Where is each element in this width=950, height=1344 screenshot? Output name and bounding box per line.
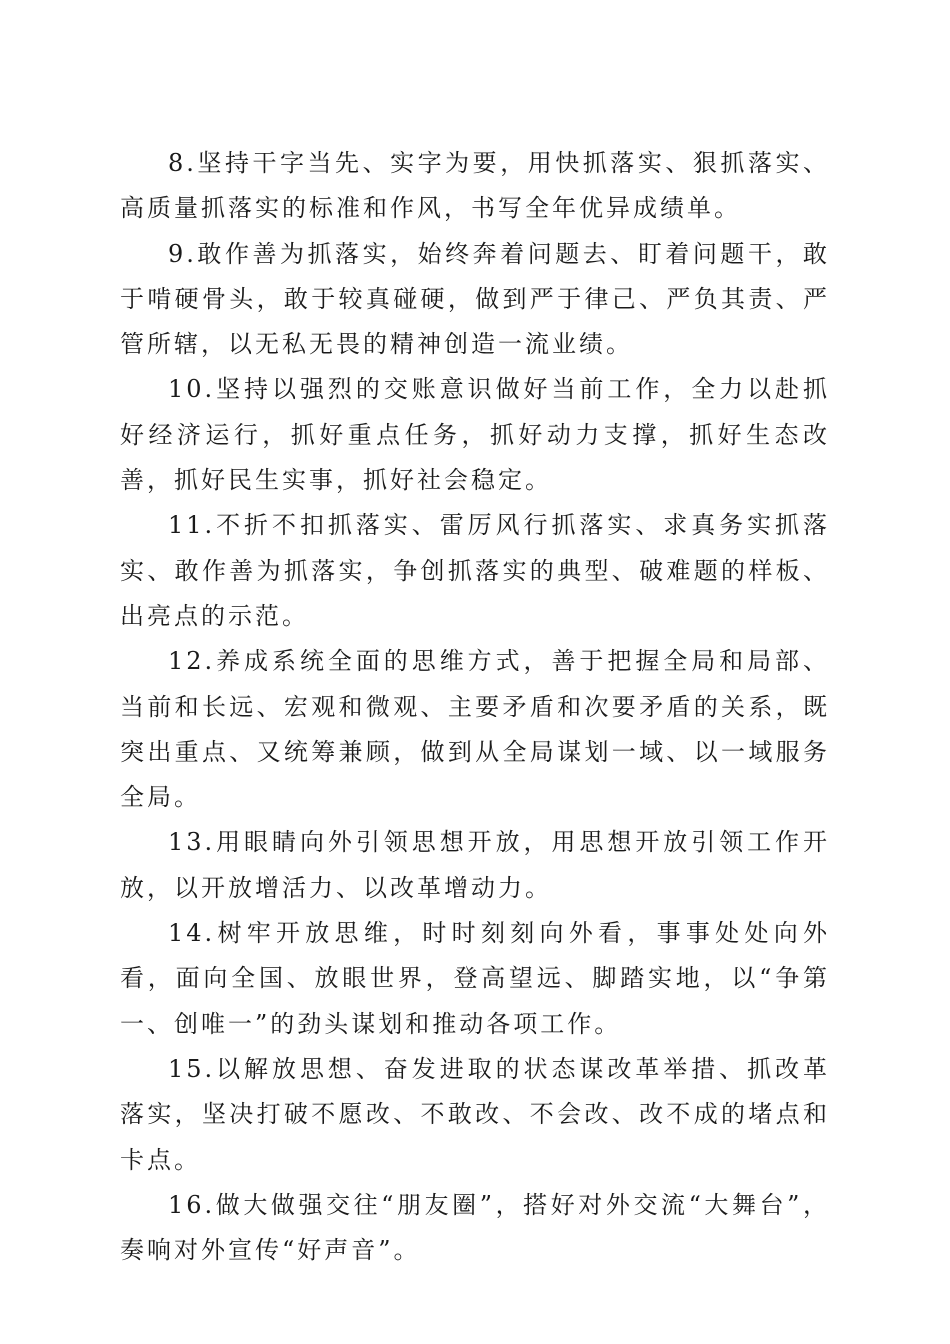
- paragraph-8: 8.坚持干字当先、实字为要，用快抓落实、狠抓落实、高质量抓落实的标准和作风，书写全年优异成绩单。: [120, 149, 830, 223]
- paragraph-16: 16.做大做强交往“朋友圈”，搭好对外交流“大舞台”，奏响对外宣传“好声音”。: [120, 1190, 830, 1265]
- paragraph-15: 15.以解放思想、奋发进取的状态谋改革举措、抓改革落实，坚决打破不愿改、不敢改、不会改、改不成的堵点和卡点。: [120, 1054, 830, 1174]
- paragraph-11: 11.不折不扣抓落实、雷厉风行抓落实、求真务实抓落实、敢作善为抓落实，争创抓落实的典型、破难题的样板、出亮点的示范。: [120, 511, 830, 630]
- paragraph-14: 14.树牢开放思维，时时刻刻向外看，事事处处向外看，面向全国、放眼世界，登高望远、脚踏实地，以“争第一、创唯一”的劲头谋划和推动各项工作。: [120, 919, 830, 1038]
- paragraph-10: 10.坚持以强烈的交账意识做好当前工作，全力以赴抓好经济运行，抓好重点任务，抓好动力支撑，抓好生态改善，抓好民生实事，抓好社会稳定。: [120, 375, 830, 495]
- document-body: [120, 141, 830, 1273]
- paragraph-9: 9.敢作善为抓落实，始终奔着问题去、盯着问题干，敢于啃硬骨头，敢于较真碰硬，做到严于律己、严负其责、严管所辖，以无私无畏的精神创造一流业绩。: [120, 239, 830, 359]
- paragraph-13: 13.用眼睛向外引领思想开放，用思想开放引领工作开放，以开放增活力、以改革增动力。: [120, 828, 830, 902]
- paragraph-12: 12.养成系统全面的思维方式，善于把握全局和局部、当前和长远、宏观和微观、主要矛盾和次要矛盾的关系，既突出重点、又统筹兼顾，做到从全局谋划一域、以一域服务全局。: [120, 647, 830, 812]
